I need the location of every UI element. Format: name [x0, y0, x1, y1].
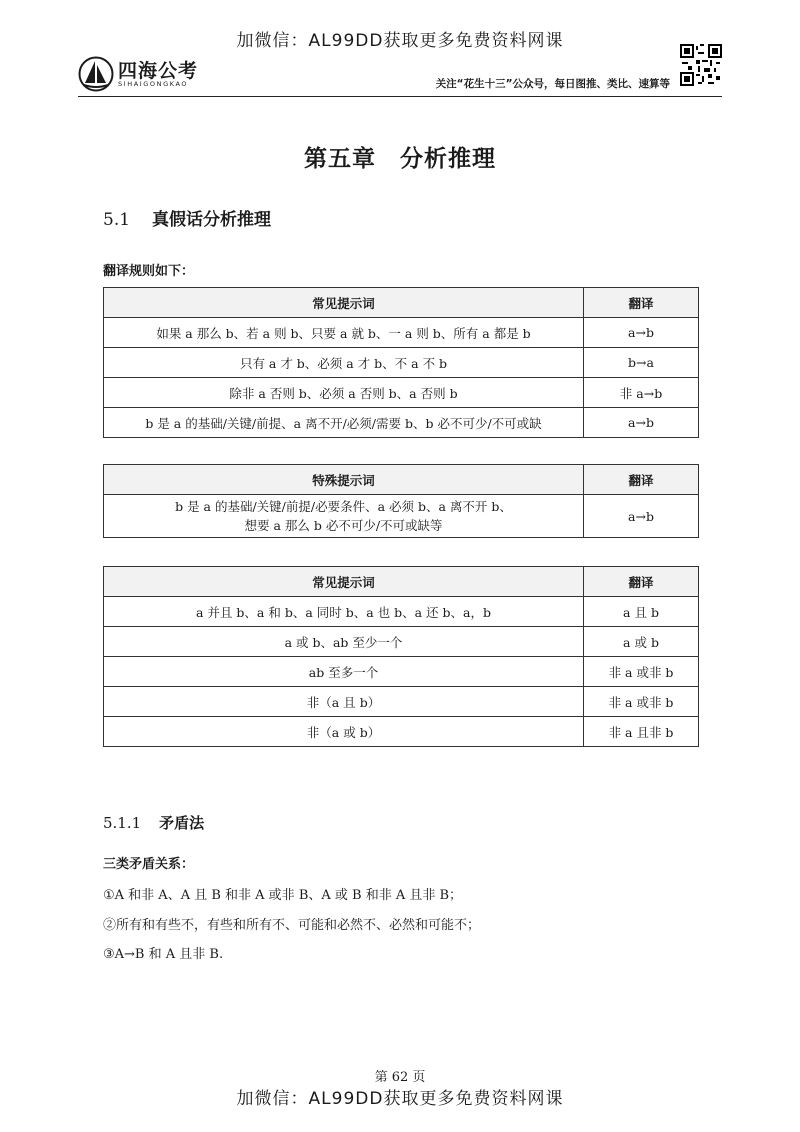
top-watermark: 加微信：AL99DD获取更多免费资料网课 — [236, 31, 564, 51]
table-header-row — [104, 288, 699, 318]
logo — [78, 56, 238, 92]
translation-cell: a→b — [584, 318, 699, 348]
page-header — [78, 48, 722, 96]
header-translation: 翻译 — [584, 465, 699, 495]
table-row — [104, 627, 699, 657]
header-keywords: 常见提示词 — [104, 288, 584, 318]
translation-cell: a→b — [584, 408, 699, 438]
subsection-title-text: 矛盾法 — [159, 814, 205, 832]
contradiction-item: ①A 和非 A、A 且 B 和非 A 或非 B、A 或 B 和非 A 且非 B； — [103, 888, 463, 903]
table-row — [104, 717, 699, 747]
translation-cell: 非 a 或非 b — [584, 657, 699, 687]
keyword-cell: a 并且 b、a 和 b、a 同时 b、a 也 b、a 还 b、a，b — [104, 597, 584, 627]
keyword-cell: ab 至多一个 — [104, 657, 584, 687]
sailboat-logo-icon — [78, 56, 114, 92]
translation-cell: 非 a→b — [584, 378, 699, 408]
header-translation: 翻译 — [584, 567, 699, 597]
translation-cell: 非 a 或非 b — [584, 687, 699, 717]
keyword-cell: b 是 a 的基础/关键/前提、a 离不开/必须/需要 b、b 必不可少/不可或缺 — [104, 408, 584, 438]
keyword-cell: a 或 b、ab 至少一个 — [104, 627, 584, 657]
header-keywords: 常见提示词 — [104, 567, 584, 597]
header-note: 关注“花生十三”公众号，每日图推、类比、速算等 — [435, 78, 670, 90]
keyword-cell: 除非 a 否则 b、必须 a 否则 b、a 否则 b — [104, 378, 584, 408]
chapter-title: 第五章 分析推理 — [304, 146, 496, 172]
translation-cell: b→a — [584, 348, 699, 378]
special-keywords-table — [103, 464, 699, 538]
table-row — [104, 657, 699, 687]
translation-cell: a 或 b — [584, 627, 699, 657]
logo-subtitle: SIHAIGONGKAO — [118, 80, 189, 88]
header-keywords: 特殊提示词 — [104, 465, 584, 495]
header-divider — [78, 96, 722, 97]
section-title — [103, 205, 271, 230]
keyword-cell: 只有 a 才 b、必须 a 才 b、不 a 不 b — [104, 348, 584, 378]
table-row — [104, 378, 699, 408]
keyword-line: b 是 a 的基础/关键/前提/必要条件、a 必须 b、a 离不开 b、 — [175, 499, 512, 514]
table-header-row — [104, 465, 699, 495]
subsection-title — [103, 812, 204, 833]
keyword-cell: 非（a 且 b） — [104, 687, 584, 717]
table-row — [104, 318, 699, 348]
section-title-text: 真假话分析推理 — [152, 210, 272, 230]
contradiction-item: ②所有和有些不，有些和所有不、可能和必然不、必然和可能不； — [103, 918, 481, 933]
table-header-row — [104, 567, 699, 597]
section-number: 5.1 — [103, 210, 131, 230]
keyword-line: 想要 a 那么 b 必不可少/不可或缺等 — [244, 518, 443, 533]
page-number: 第 62 页 — [374, 1070, 426, 1085]
keyword-cell — [104, 495, 584, 538]
keyword-cell: 如果 a 那么 b、若 a 则 b、只要 a 就 b、一 a 则 b、所有 a 都是 b — [104, 318, 584, 348]
table-row — [104, 687, 699, 717]
table-row — [104, 348, 699, 378]
contradiction-label: 三类矛盾关系： — [103, 857, 195, 872]
subsection-number: 5.1.1 — [103, 814, 142, 832]
bottom-watermark: 加微信：AL99DD获取更多免费资料网课 — [236, 1089, 564, 1109]
translation-cell: a 且 b — [584, 597, 699, 627]
contradiction-item: ③A→B 和 A 且非 B. — [103, 947, 224, 962]
translation-cell: 非 a 且非 b — [584, 717, 699, 747]
table-row — [104, 495, 699, 538]
conjunction-keywords-table — [103, 566, 699, 747]
logo-title: 四海公考 — [118, 60, 199, 82]
translation-cell: a→b — [584, 495, 699, 538]
common-keywords-table — [103, 287, 699, 438]
table-row — [104, 597, 699, 627]
header-translation: 翻译 — [584, 288, 699, 318]
keyword-cell: 非（a 或 b） — [104, 717, 584, 747]
table-row — [104, 408, 699, 438]
qr-code-icon — [680, 44, 722, 86]
rules-label: 翻译规则如下： — [103, 264, 195, 279]
